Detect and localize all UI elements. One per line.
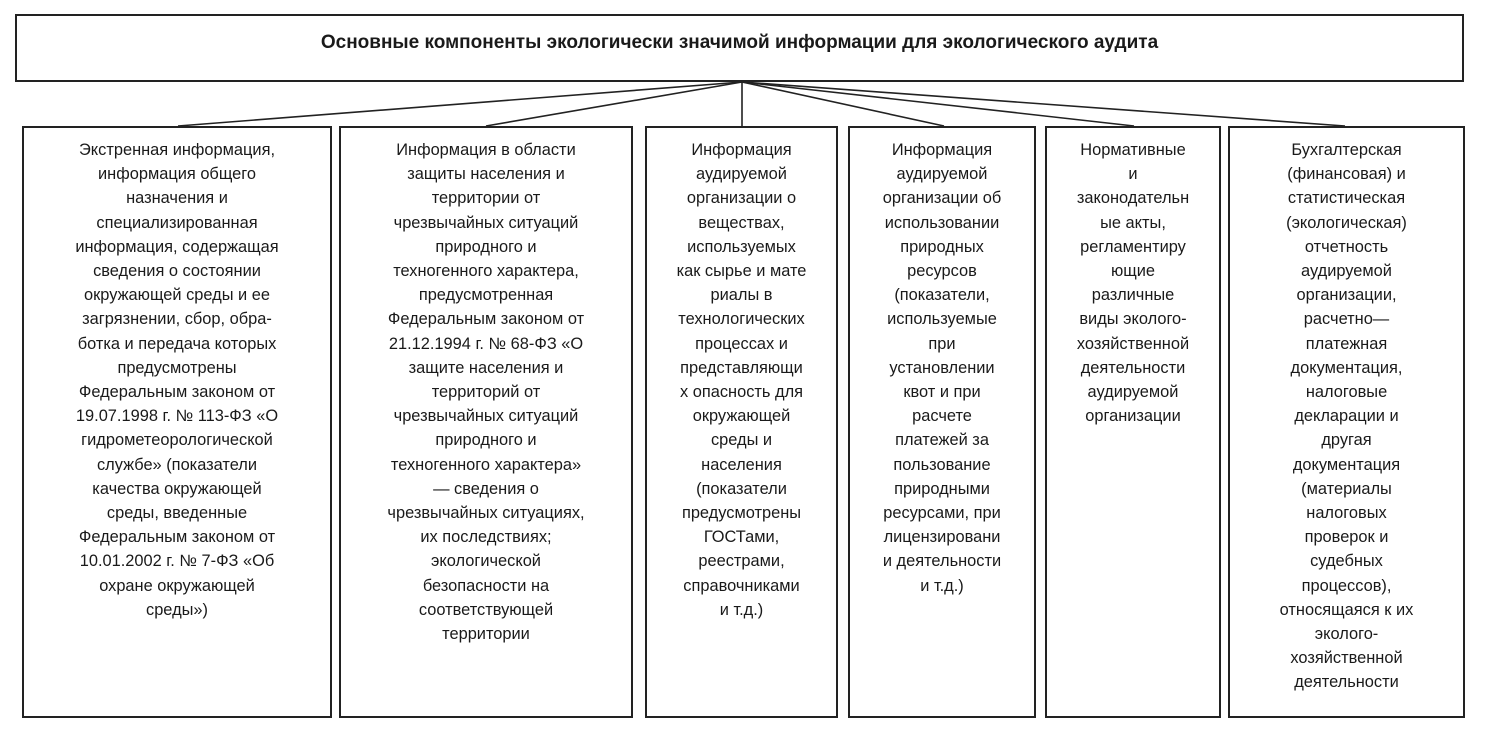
component-box-civil-protection-info — [339, 126, 633, 718]
connector-line — [486, 82, 742, 126]
connector-line — [742, 82, 1345, 126]
component-text: Информация аудируемой организации о веществах, используемых как сырье и мате риалы в технологических процессах и представляющи х опасность для окружающей среды и населения (показатели предусмотрены ГОСТами, реестрами, справочниками и т.д.) — [676, 141, 807, 619]
connector-line — [742, 82, 1134, 126]
connector-line — [178, 82, 742, 126]
diagram-title-box — [15, 14, 1464, 82]
diagram-title: Основные компоненты экологически значимой информации для экологического аудита — [320, 32, 1159, 53]
component-text: Информация аудируемой организации об использовании природных ресурсов (показатели, используемые при установлении квот и при расчете платежей за пользование природными ресурсами, при лицензировани и деятельности и т.д.) — [882, 141, 1002, 595]
component-box-natural-resources-info — [848, 126, 1036, 718]
component-box-emergency-info — [22, 126, 332, 718]
component-text: Бухгалтерская (финансовая) и статистическая (экологическая) отчетность аудируемой организации, расчетно— платежная документация, налоговые декларации и другая документация (материалы налоговых проверок и судебных процессов), относящаяся к их эколого- хозяйственной деятельности — [1279, 141, 1414, 692]
component-text: Нормативные и законодательн ые акты, регламентиру ющие различные виды эколого- хозяйственной деятельности аудируемой организации — [1076, 141, 1190, 426]
component-box-regulatory-acts — [1045, 126, 1221, 718]
component-box-substances-info — [645, 126, 838, 718]
component-box-accounting-reports — [1228, 126, 1465, 718]
component-text: Информация в области защиты населения и территории от чрезвычайных ситуаций природного и техногенного характера, предусмотренная Федеральным законом от 21.12.1994 г. № 68-ФЗ «О защите населения и территорий от чрезвычайных ситуаций природного и техногенного характера» — сведения о чрезвычайных ситуациях, их последствиях; экологической безопасности на соответствующей территории — [387, 141, 585, 644]
component-text: Экстренная информация, информация общего назначения и специализированная информация, содержащая сведения о состоянии окружающей среды и ее загрязнении, сбор, обра- ботка и передача которых предусмотрены Федеральным законом от 19.07.1998 г. № 113-ФЗ «О гидрометеорологической службе» (показатели качества окружающей среды, введенные Федеральным законом от 10.01.2002 г. № 7-ФЗ «Об охране окружающей среды») — [75, 141, 279, 619]
